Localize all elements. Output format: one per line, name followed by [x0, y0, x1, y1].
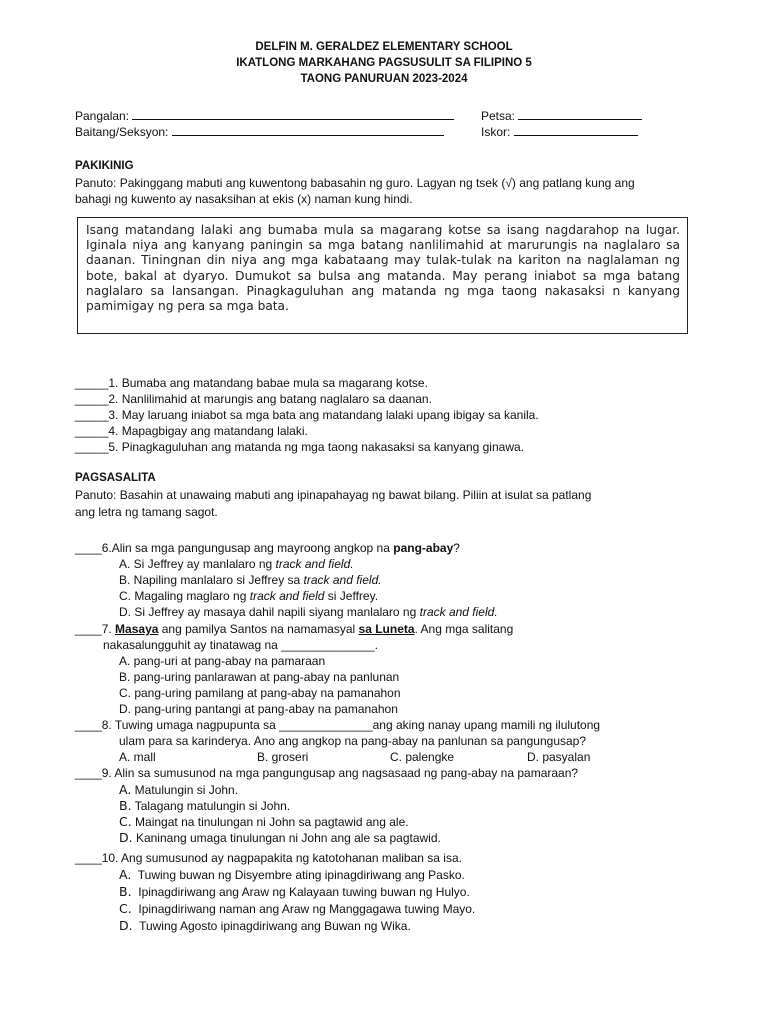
instructions-line: Panuto: Basahin at unawaing mabuti ang ipinapahayag ng bawat bilang. Piliin at isulat sa patlang — [75, 488, 592, 502]
q9-d-text: Kaninang umaga tinulungan ni John ang ale sa pagtawid. — [135, 831, 441, 845]
question-8-line2: ulam para sa karinderya. Ano ang angkop na pang-abay na panlunan sa pangungusap? — [119, 734, 587, 748]
q6-a-italic: track and field. — [275, 557, 354, 571]
q7-underlined-1: Masaya — [115, 622, 159, 636]
q8-option-c: C. palengke — [390, 750, 455, 764]
q7-text-end: . Ang mga salitang — [414, 622, 514, 636]
q7-option-a: A. pang-uri at pang-abay na pamaraan — [119, 654, 326, 668]
q10-option-d — [119, 918, 411, 933]
q6-c-italic: track and field — [249, 589, 325, 603]
item-4: _____4. Mapagbigay ang matandang lalaki. — [75, 424, 308, 438]
question-7-line2: nakasalungguhit ay tinatawag na ______________. — [103, 638, 378, 652]
q7-text: ang pamilya Santos na namamasyal — [158, 622, 359, 636]
q7-option-d: D. pang-uring pantangi at pang-abay na pamanahon — [119, 702, 398, 716]
question-8-stem: ____8. Tuwing umaga nagpupunta sa ______________ang aking nanay upang mamili ng ilulutong — [75, 718, 601, 732]
q9-d-letter: D. — [119, 830, 133, 845]
q8-option-b: B. groseri — [257, 750, 309, 764]
q9-option-a — [119, 782, 238, 797]
name-field — [75, 108, 454, 123]
q6-option-c — [119, 589, 378, 603]
instructions-line: Panuto: Pakinggang mabuti ang kuwentong babasahin ng guro. Lagyan ng tsek (√) ang patlang kung ang — [75, 176, 635, 190]
date-label: Petsa: — [481, 109, 516, 123]
question-9-stem: ____9. Alin sa sumusunod na mga pangungusap ang nagsasaad ng pang-abay na pamaraan? — [75, 766, 579, 780]
q7-num: ____7. — [75, 622, 116, 636]
grade-field — [75, 124, 444, 139]
q9-c-letter: C. — [119, 814, 132, 829]
q6-a-text: A. Si Jeffrey ay manlalaro ng — [119, 557, 276, 571]
section-title-pagsasalita: PAGSASALITA — [75, 472, 156, 484]
grade-blank[interactable] — [172, 124, 444, 136]
story-box — [77, 217, 688, 334]
q9-b-text: Talagang matulungin si John. — [134, 799, 291, 813]
q7-option-b: B. pang-uring panlarawan at pang-abay na panlunan — [119, 670, 400, 684]
q9-c-text: Maingat na tinulungan ni John sa pagtawid ang ale. — [135, 815, 409, 829]
question-7-stem — [75, 622, 513, 636]
school-name: DELFIN M. GERALDEZ ELEMENTARY SCHOOL — [255, 41, 513, 53]
q10-option-c — [119, 901, 475, 916]
q10-d-text: Tuwing Agosto ipinagdiriwang ang Buwan ng Wika. — [139, 919, 411, 933]
q10-option-a — [119, 867, 465, 882]
q10-option-b — [119, 884, 470, 899]
section-title-pakikinig: PAKIKINIG — [75, 160, 134, 172]
q9-a-text: Matulungin si John. — [134, 783, 239, 797]
question-10-stem: ____10. Ang sumusunod ay nagpapakita ng katotohanan maliban sa isa. — [75, 851, 462, 865]
q9-b-letter: B. — [119, 798, 132, 813]
q6-stem-end: ? — [453, 541, 460, 555]
q8-option-d: D. pasyalan — [527, 750, 591, 764]
instructions-line: bahagi ng kuwento ay nasaksihan at ekis (x) naman kung hindi. — [75, 192, 413, 206]
q10-c-letter: C. — [119, 901, 132, 916]
item-3: _____3. May laruang iniabot sa mga bata ang matandang lalaki upang ibigay sa kanila. — [75, 408, 539, 422]
item-2: _____2. Nanlilimahid at marungis ang batang naglalaro sa daanan. — [75, 392, 432, 406]
q9-option-c — [119, 814, 409, 829]
exam-title: IKATLONG MARKAHANG PAGSUSULIT SA FILIPINO 5 — [236, 57, 532, 69]
q9-option-d — [119, 830, 441, 845]
q9-a-letter: A. — [119, 782, 132, 797]
q10-a-text: Tuwing buwan ng Disyembre ating ipinagdiriwang ang Pasko. — [137, 868, 465, 882]
story-text: Isang matandang lalaki ang bumaba mula sa magarang kotse sa isang nagdarahop na lugar. Iginala niya ang kanyang paningin sa mga batang nanlilimahid at marurungis na naglalaro sa daanan. Tiningnan din niya ang mga kabataang may tulak-tulak na kariton na naglalaman ng bote, bakal at dyaryo. Dumukot sa bulsa ang matanda. May perang iniabot sa mga batang naglalaro sa lansangan. Pinagkaguluhan ang matanda ng mga taong nakasaksi n kanyang pamimigay ng pera sa mga bata. — [86, 223, 680, 314]
q7-underlined-2: sa Luneta — [358, 622, 415, 636]
q6-stem-bold: pang-abay — [393, 541, 454, 555]
item-5: _____5. Pinagkaguluhan ang matanda ng mga taong nakasaksi sa kanyang ginawa. — [75, 440, 524, 454]
q6-b-text: B. Napiling manlalaro si Jeffrey sa — [119, 573, 304, 587]
item-1: _____1. Bumaba ang matandang babae mula sa magarang kotse. — [75, 376, 428, 390]
q6-stem-text: ____6.Alin sa mga pangungusap ang mayroong angkop na — [75, 541, 394, 555]
q10-a-letter: A. — [119, 867, 132, 882]
q10-c-text: Ipinagdiriwang naman ang Araw ng Manggagawa tuwing Mayo. — [138, 902, 476, 916]
q6-c-text: C. Magaling maglaro ng — [119, 589, 250, 603]
date-blank[interactable] — [518, 108, 642, 120]
score-label: Iskor: — [481, 125, 511, 139]
q6-option-b — [119, 573, 382, 587]
q9-option-b — [119, 798, 290, 813]
instructions-line: ang letra ng tamang sagot. — [75, 505, 218, 519]
question-6-stem — [75, 541, 460, 555]
q6-d-italic: track and field. — [419, 605, 498, 619]
score-field — [481, 124, 638, 139]
grade-label: Baitang/Seksyon: — [75, 125, 169, 139]
q6-option-a — [119, 557, 354, 571]
school-year: TAONG PANURUAN 2023-2024 — [300, 73, 468, 85]
q6-d-text: D. Si Jeffrey ay masaya dahil napili siyang manlalaro ng — [119, 605, 420, 619]
q10-d-letter: D. — [119, 918, 133, 933]
q6-option-d — [119, 605, 498, 619]
q10-b-letter: B. — [119, 884, 132, 899]
date-field — [481, 108, 642, 123]
name-blank[interactable] — [132, 108, 454, 120]
score-blank[interactable] — [514, 124, 638, 136]
q7-option-c: C. pang-uring pamilang at pang-abay na pamanahon — [119, 686, 401, 700]
q8-option-a: A. mall — [119, 750, 156, 764]
q6-c-end: si Jeffrey. — [324, 589, 379, 603]
q6-b-italic: track and field. — [303, 573, 382, 587]
q10-b-text: Ipinagdiriwang ang Araw ng Kalayaan tuwing buwan ng Hulyo. — [138, 885, 470, 899]
name-label: Pangalan: — [75, 109, 130, 123]
